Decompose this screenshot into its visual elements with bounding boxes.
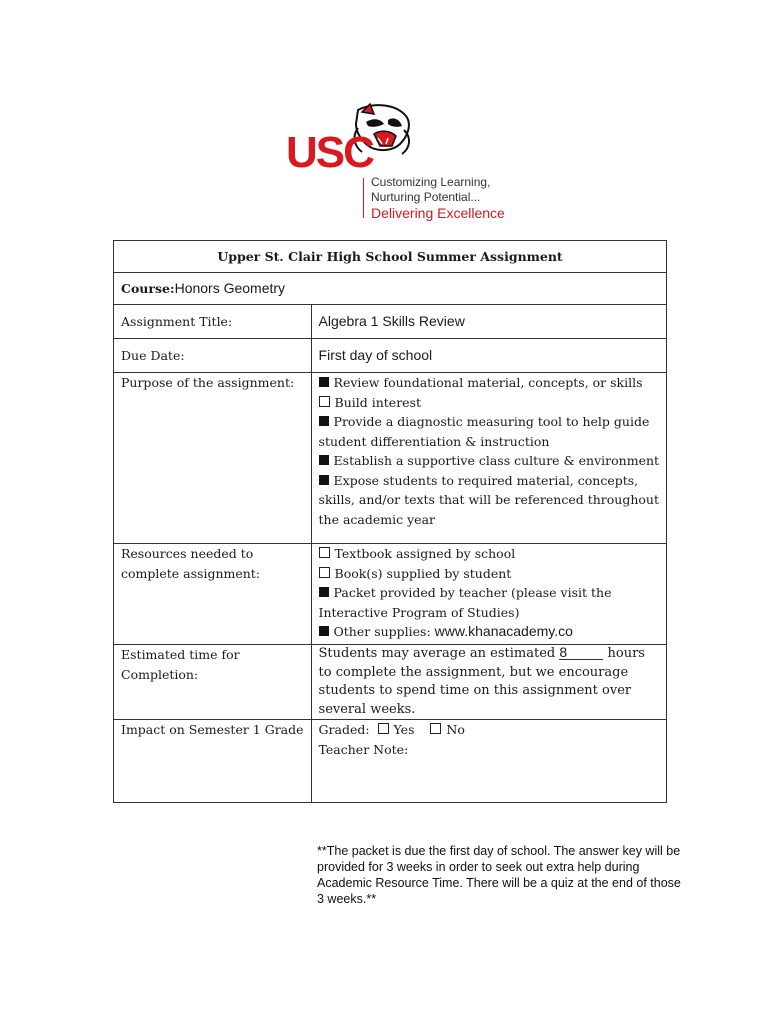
impact-label: Impact on Semester 1 Grade: [114, 720, 312, 803]
purpose-label: Purpose of the assignment:: [114, 373, 312, 544]
time-text: Students may average an estimated 8 hours to complete the assignment, but we encourage students to spend time on this assignment over several weeks.: [311, 645, 667, 720]
no-label: No: [446, 722, 465, 737]
unchecked-box-icon[interactable]: [319, 547, 330, 558]
checked-box-icon[interactable]: [319, 626, 329, 636]
form-header: Upper St. Clair High School Summer Assignment: [114, 241, 667, 273]
footnote: **The packet is due the first day of school. The answer key will be provided for 3 weeks in order to seek out extra help during Academic Resource Time. There will be a quiz at the end of those 3 weeks.**: [317, 844, 681, 906]
purpose-item[interactable]: Review foundational material, concepts, or skills: [319, 373, 660, 393]
checked-box-icon[interactable]: [319, 587, 329, 597]
graded-row: [319, 720, 660, 740]
other-supplies-field[interactable]: www.khanacademy.co: [434, 623, 573, 639]
tagline: [371, 175, 505, 222]
title-field[interactable]: Algebra 1 Skills Review: [311, 305, 667, 339]
purpose-item[interactable]: Build interest: [319, 393, 660, 413]
tagline-line-1: Customizing Learning,: [371, 175, 491, 189]
yes-checkbox[interactable]: [378, 723, 389, 734]
impact-cell: [311, 720, 667, 803]
purpose-item[interactable]: Provide a diagnostic measuring tool to help guide student differentiation & instruction: [318, 414, 650, 449]
checked-box-icon[interactable]: [319, 416, 329, 426]
tagline-line-3: Delivering Excellence: [371, 205, 505, 221]
due-date-field[interactable]: First day of school: [311, 339, 667, 373]
usc-wordmark: USC: [286, 128, 373, 177]
no-checkbox[interactable]: [430, 723, 441, 734]
assignment-form: [113, 240, 667, 803]
time-label: Estimated time for Completion:: [114, 645, 312, 720]
course-field[interactable]: Honors Geometry: [174, 280, 286, 296]
resource-item[interactable]: Textbook assigned by school: [319, 544, 660, 564]
yes-label: Yes: [393, 722, 415, 737]
checked-box-icon[interactable]: [319, 455, 329, 465]
graded-label: Graded:: [318, 722, 370, 737]
teacher-note-label: Teacher Note:: [318, 741, 409, 757]
tagline-divider: [363, 178, 364, 218]
purpose-item[interactable]: Establish a supportive class culture & environment: [319, 451, 660, 471]
title-label: Assignment Title:: [114, 305, 312, 339]
purpose-list: [311, 373, 667, 544]
resources-list: [311, 544, 667, 645]
resources-label: Resources needed to complete assignment:: [114, 544, 312, 645]
resource-item[interactable]: Packet provided by teacher (please visit the Interactive Program of Studies): [318, 585, 612, 620]
unchecked-box-icon[interactable]: [319, 396, 330, 407]
purpose-item[interactable]: Expose students to required material, concepts, skills, and/or texts that will be referenced throughout the academic year: [318, 472, 659, 527]
checked-box-icon[interactable]: [319, 377, 329, 387]
tagline-line-2: Nurturing Potential...: [371, 190, 481, 204]
due-date-label: Due Date:: [114, 339, 312, 373]
checked-box-icon[interactable]: [319, 475, 329, 485]
resource-item[interactable]: Other supplies: www.khanacademy.co: [319, 622, 660, 642]
resource-item[interactable]: Book(s) supplied by student: [319, 564, 660, 584]
unchecked-box-icon[interactable]: [319, 567, 330, 578]
course-row: [114, 273, 667, 305]
course-label: Course:: [121, 281, 175, 296]
hours-field[interactable]: 8: [559, 645, 603, 660]
